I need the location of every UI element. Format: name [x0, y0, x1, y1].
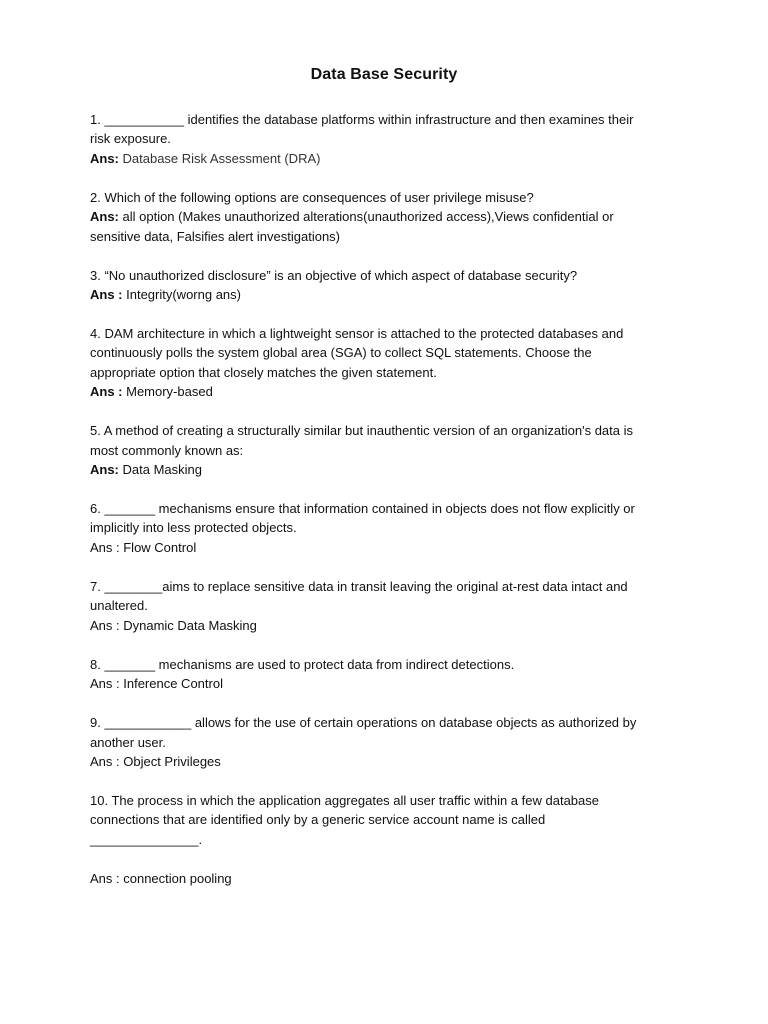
- question-text: connections that are identified only by a generic service account name is called: [90, 812, 546, 828]
- question-text: most commonly known as:: [90, 442, 244, 458]
- question-item: [90, 421, 680, 479]
- question-text: 3. “No unauthorized disclosure” is an objective of which aspect of database security?: [90, 267, 578, 283]
- question-text: 8. _______ mechanisms are used to protect data from indirect detections.: [90, 656, 515, 672]
- question-text: 6. _______ mechanisms ensure that information contained in objects does not flow explicitly or: [90, 501, 635, 517]
- question-text: 2. Which of the following options are consequences of user privilege misuse?: [90, 189, 534, 205]
- answer-label: Ans:: [90, 150, 119, 166]
- answer-text: Memory-based: [122, 384, 213, 400]
- question-text: 4. DAM architecture in which a lightweight sensor is attached to the protected databases and: [90, 326, 624, 342]
- answer-text: Ans : Inference Control: [90, 676, 223, 692]
- question-text: risk exposure.: [90, 131, 171, 147]
- question-item: [90, 577, 680, 635]
- answer-line: [90, 382, 680, 401]
- question-item: [90, 266, 680, 305]
- answer-text: Ans : connection pooling: [90, 870, 232, 886]
- answer-label: Ans :: [90, 287, 123, 303]
- question-text: 10. The process in which the application aggregates all user traffic within a few database: [90, 792, 599, 808]
- question-text: implicitly into less protected objects.: [90, 520, 297, 536]
- answer-line: [90, 285, 680, 304]
- answer-line: [90, 460, 680, 479]
- blank-line: [90, 849, 680, 868]
- question-text: continuously polls the system global area (SGA) to collect SQL statements. Choose the: [90, 345, 592, 361]
- answer-text: Database Risk Assessment (DRA): [118, 150, 321, 166]
- question-text: 7. ________aims to replace sensitive data in transit leaving the original at-rest data intact and: [90, 578, 628, 594]
- question-text: 9. ____________ allows for the use of certain operations on database objects as authorized by: [90, 715, 637, 731]
- question-item: [90, 499, 680, 557]
- answer-label: Ans :: [90, 384, 123, 400]
- question-item: [90, 713, 680, 771]
- question-text: another user.: [90, 734, 166, 750]
- question-text: unaltered.: [90, 598, 148, 614]
- answer-text-continued: sensitive data, Falsifies alert investigations): [90, 228, 341, 244]
- question-item: [90, 110, 680, 168]
- question-text: 1. ___________ identifies the database platforms within infrastructure and then examines their: [90, 112, 634, 127]
- answer-line: [90, 207, 680, 226]
- answer-line: [90, 149, 680, 168]
- question-text: 5. A method of creating a structurally similar but inauthentic version of an organization's data is: [90, 423, 633, 439]
- question-item: [90, 324, 680, 402]
- answer-text: Data Masking: [118, 462, 202, 478]
- question-item: [90, 655, 680, 694]
- answer-label: Ans:: [90, 209, 119, 225]
- answer-text: Ans : Flow Control: [90, 539, 197, 555]
- answer-label: Ans:: [90, 462, 119, 478]
- answer-text: Ans : Object Privileges: [90, 753, 221, 769]
- page-title: Data Base Security: [310, 66, 458, 83]
- question-text: _______________.: [90, 831, 203, 847]
- answer-text: Integrity(worng ans): [122, 287, 241, 303]
- question-list: [90, 110, 680, 908]
- question-item: [90, 791, 680, 888]
- question-item: [90, 188, 680, 246]
- question-text: appropriate option that closely matches the given statement.: [90, 364, 437, 380]
- answer-text: Ans : Dynamic Data Masking: [90, 617, 257, 633]
- answer-text: all option (Makes unauthorized alterations(unauthorized access),Views confidential or: [118, 209, 614, 225]
